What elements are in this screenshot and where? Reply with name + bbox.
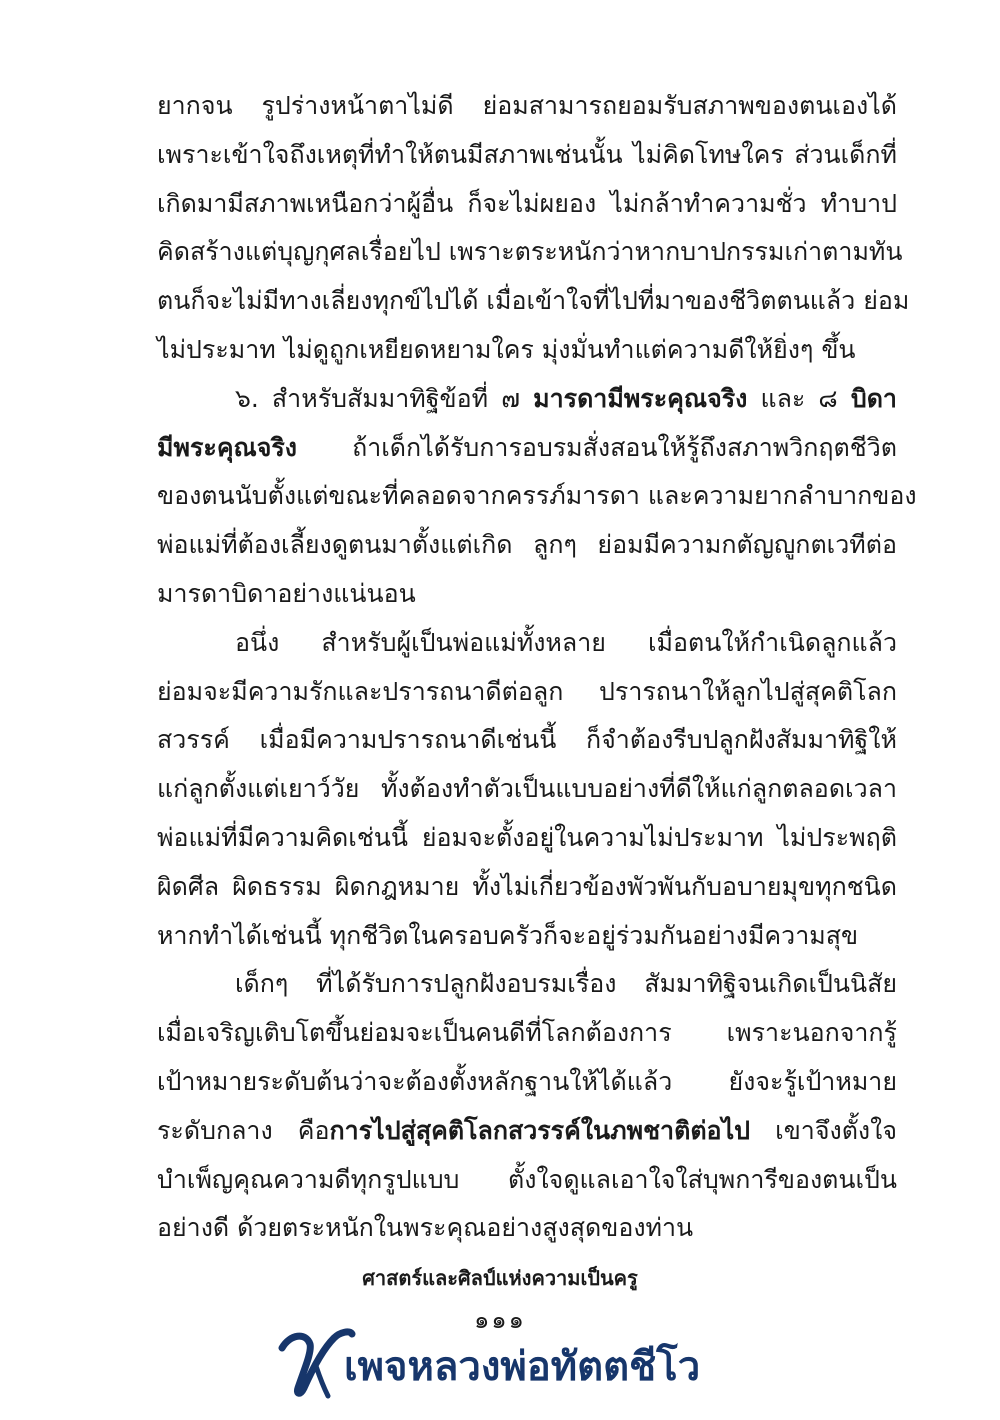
para-2-line-7: หากทำได้เช่นนี้ ทุกชีวิตในครอบครัวก็จะอยู่ร่วมกันอย่างมีความสุข [157, 920, 859, 950]
para-3-line-2: เมื่อเจริญเติบโตขึ้นย่อมจะเป็นคนดีที่โลกต้องการ เพราะนอกจากรู้ [157, 1018, 897, 1048]
item-6-bold-virtue: มีพระคุณจริง [157, 432, 298, 462]
body-text [157, 82, 917, 1253]
item-6-line-2-rest: ถ้าเด็กได้รับการอบรมสั่งสอนให้รู้ถึงสภาพวิกฤตชีวิต [297, 432, 897, 462]
para-3-line-4 [157, 1107, 897, 1156]
para-2-line-2: ย่อมจะมีความรักและปรารถนาดีต่อลูก ปรารถนาให้ลูกไปสู่สุคติโลก [157, 676, 897, 706]
para-2-line-6: ผิดศีล ผิดธรรม ผิดกฎหมาย ทั้งไม่เกี่ยวข้องพัวพันกับอบายมุขทุกชนิด [157, 871, 897, 901]
para-3-line-3: เป้าหมายระดับต้นว่าจะต้องตั้งหลักฐานให้ได้แล้ว ยังจะรู้เป้าหมาย [157, 1066, 897, 1096]
text-line: ยากจน รูปร่างหน้าตาไม่ดี ย่อมสามารถยอมรับสภาพของตนเองได้ [157, 91, 897, 120]
para-3-line-4-bold: การไปสู่สุคติโลกสวรรค์ในภพชาติต่อไป [329, 1115, 751, 1145]
page-number: ๑๑๑ [474, 1306, 526, 1334]
item-6-line-3: ของตนนับตั้งแต่ขณะที่คลอดจากครรภ์มารดา และความยากลำบากของ [157, 481, 917, 511]
item-6-prefix: ๖. สำหรับสัมมาทิฐิข้อที่ ๗ [235, 383, 534, 413]
para-3-line-4-suffix: เขาจึงตั้งใจ [750, 1115, 897, 1145]
item-6-bold-mother: มารดามีพระคุณจริง [533, 383, 748, 413]
para-2-line-3: สวรรค์ เมื่อมีความปรารถนาดีเช่นนี้ ก็จำต้องรีบปลูกฝังสัมมาทิฐิให้ [157, 725, 897, 755]
para-3-line-4-prefix: ระดับกลาง คือ [157, 1115, 330, 1145]
item-6-line-1 [157, 375, 897, 424]
brand-logo [276, 1326, 736, 1406]
para-3-line-1: เด็กๆ ที่ได้รับการปลูกฝังอบรมเรื่อง สัมมาทิฐิจนเกิดเป็นนิสัย [235, 969, 897, 999]
para-2-line-5: พ่อแม่ที่มีความคิดเช่นนี้ ย่อมจะตั้งอยู่ในความไม่ประมาท ไม่ประพฤติ [157, 822, 897, 852]
brand-name: เพจหลวงพ่อทัตตชีโว [344, 1344, 701, 1390]
item-6-bold-father: บิดา [850, 383, 897, 413]
para-3-line-5: บำเพ็ญคุณความดีทุกรูปแบบ ตั้งใจดูแลเอาใจใส่บุพการีของตนเป็น [157, 1164, 897, 1194]
item-6-line-4: พ่อแม่ที่ต้องเลี้ยงดูตนมาตั้งแต่เกิด ลูกๆ ย่อมมีความกตัญญูกตเวทีต่อ [157, 530, 897, 560]
item-6-line-2 [157, 424, 897, 473]
text-line: คิดสร้างแต่บุญกุศลเรื่อยไป เพราะตระหนักว่าหากบาปกรรมเก่าตามทัน [157, 237, 903, 267]
text-line: ไม่ประมาท ไม่ดูถูกเหยียดหยามใคร มุ่งมั่นทำแต่ความดีให้ยิ่งๆ ขึ้น [157, 334, 856, 364]
book-title: ศาสตร์และศิลป์แห่งความเป็นครู [362, 1266, 638, 1290]
para-3-line-6: อย่างดี ด้วยตระหนักในพระคุณอย่างสูงสุดของท่าน [157, 1213, 694, 1243]
text-line: เพราะเข้าใจถึงเหตุที่ทำให้ตนมีสภาพเช่นนั้น ไม่คิดโทษใคร ส่วนเด็กที่ [157, 139, 897, 169]
para-2-line-4: แก่ลูกตั้งแต่เยาว์วัย ทั้งต้องทำตัวเป็นแบบอย่างที่ดีให้แก่ลูกตลอดเวลา [157, 774, 897, 804]
text-line: เกิดมามีสภาพเหนือกว่าผู้อื่น ก็จะไม่ผยอง ไม่กล้าทำความชั่ว ทำบาป [157, 188, 897, 218]
item-6-mid: และ ๘ [747, 383, 851, 413]
text-line: ตนก็จะไม่มีทางเลี่ยงทุกข์ไปได้ เมื่อเข้าใจที่ไปที่มาของชีวิตตนแล้ว ย่อม [157, 286, 910, 316]
para-2-line-1: อนึ่ง สำหรับผู้เป็นพ่อแม่ทั้งหลาย เมื่อตนให้กำเนิดลูกแล้ว [235, 627, 897, 657]
item-6-line-5: มารดาบิดาอย่างแน่นอน [157, 578, 416, 608]
